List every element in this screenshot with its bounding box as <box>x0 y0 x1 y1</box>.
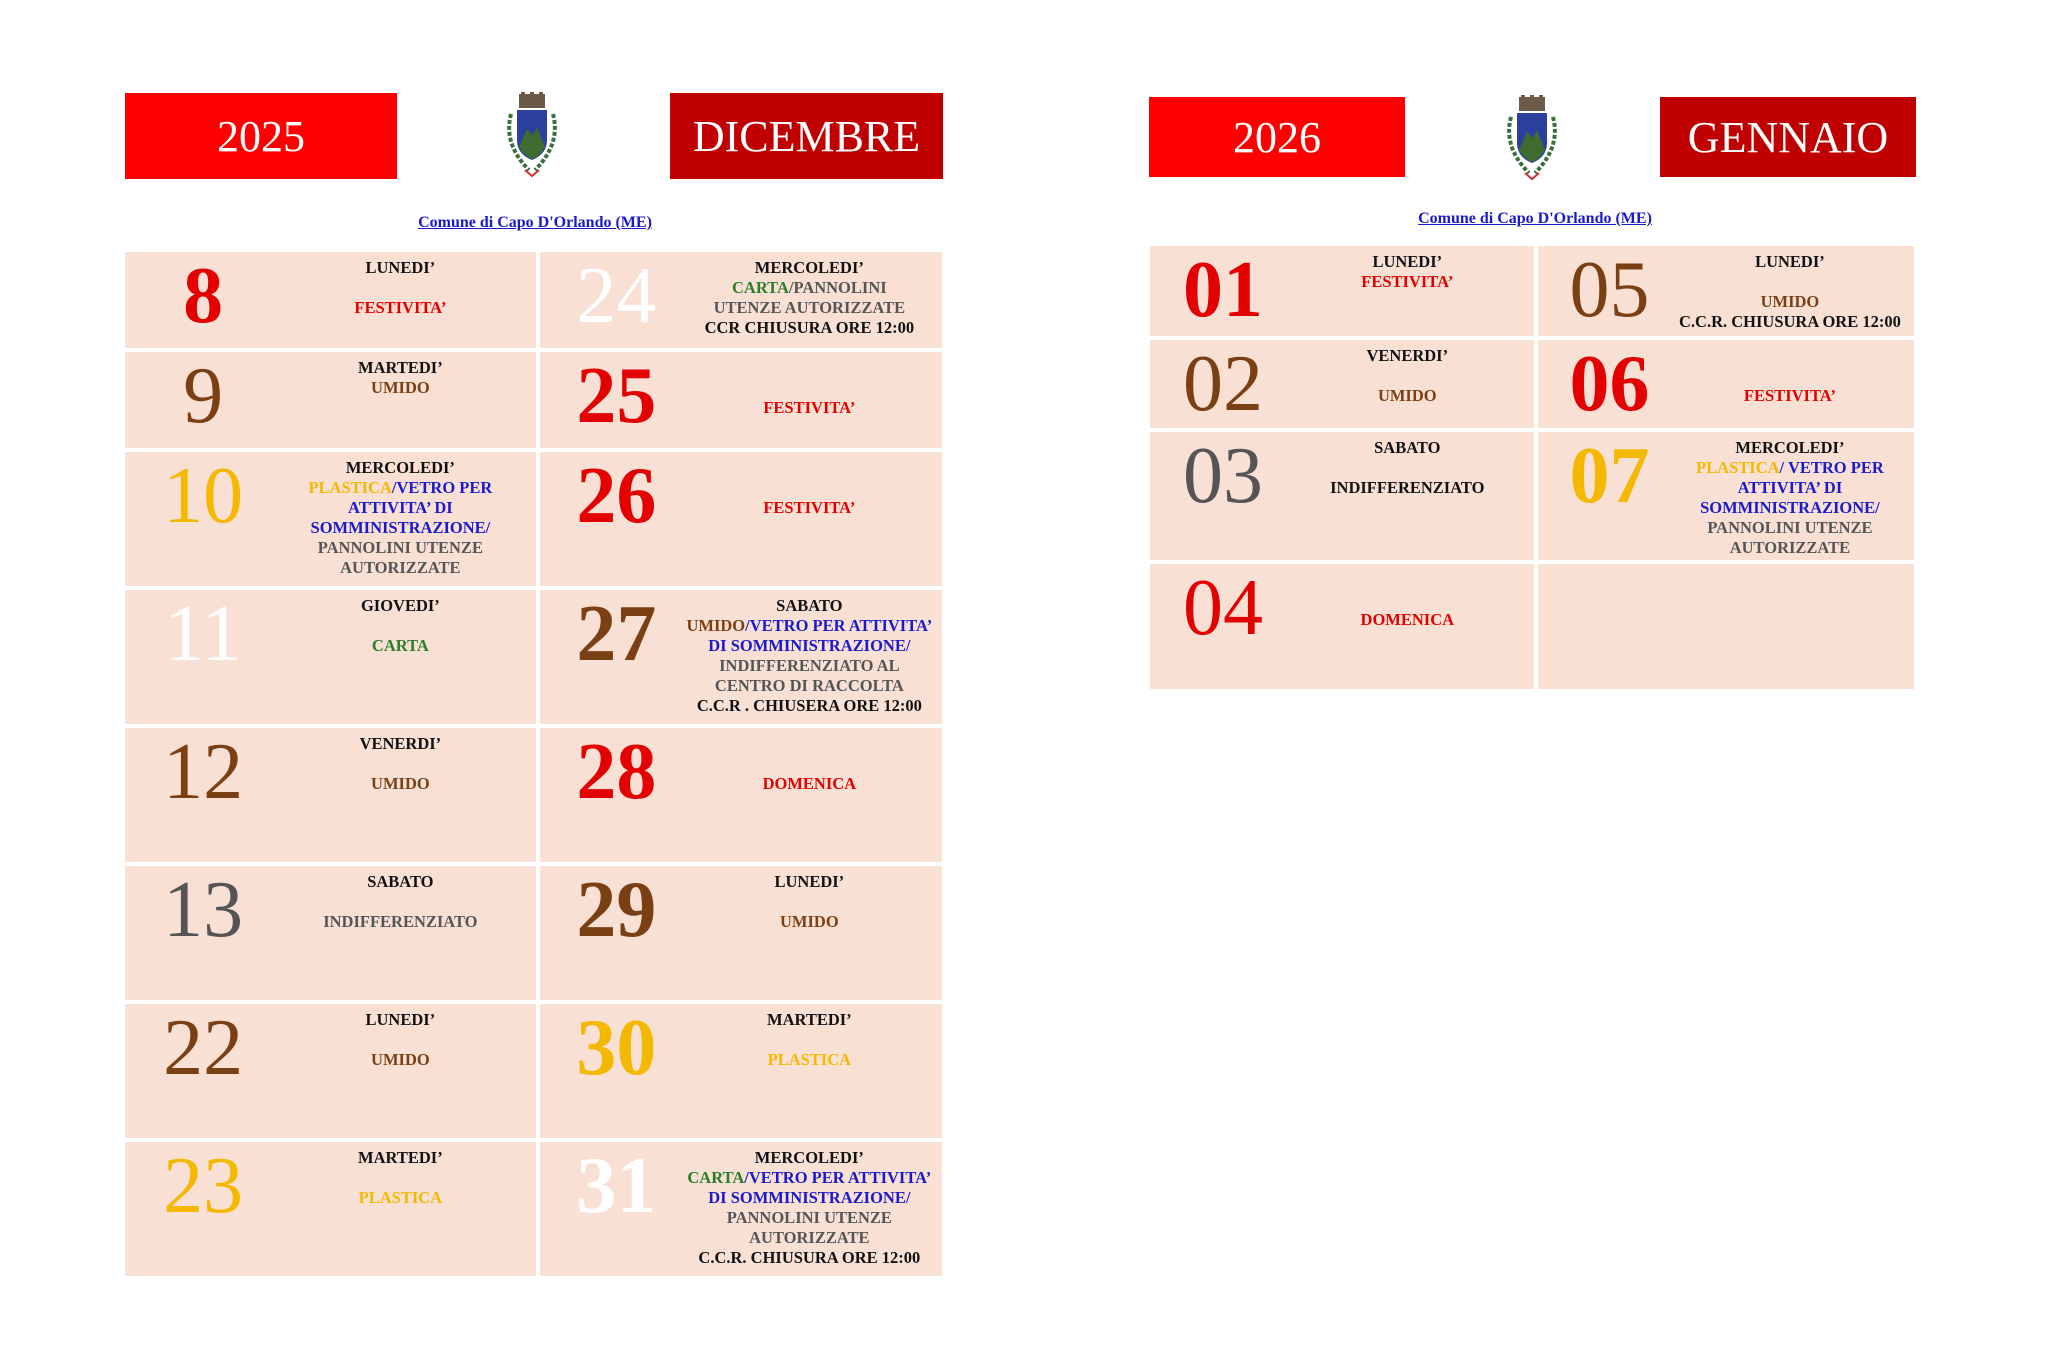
collection-line <box>273 518 528 538</box>
day-number: 25 <box>576 352 657 440</box>
collection-line <box>685 774 934 794</box>
collection-line <box>685 1228 934 1248</box>
collection-line <box>685 1168 934 1188</box>
waste-type-label: AUTORIZZATE <box>749 1228 870 1247</box>
weekday-label: VENERDI’ <box>1366 346 1449 365</box>
comune-link[interactable]: Comune di Capo D'Orlando (ME) <box>418 214 652 231</box>
year-label: 2026 <box>1149 97 1405 177</box>
day-cell <box>125 252 536 348</box>
day-number: 28 <box>576 728 657 816</box>
day-details <box>273 258 528 318</box>
waste-type-label: PLASTICA <box>358 1188 443 1207</box>
day-cell <box>540 728 942 862</box>
day-cell <box>540 1142 942 1276</box>
day-details <box>1673 438 1906 558</box>
day-cell <box>1150 432 1534 560</box>
waste-type-label: SOMMINISTRAZIONE/ <box>310 518 491 537</box>
collection-line <box>273 498 528 518</box>
collection-line <box>273 912 528 932</box>
waste-type-label: CARTA <box>371 636 429 655</box>
day-cell <box>125 1004 536 1138</box>
weekday-label: MARTEDI’ <box>358 358 443 377</box>
day-number: 13 <box>163 866 244 954</box>
year-label: 2025 <box>125 93 397 179</box>
waste-type-label: FESTIVITA’ <box>1361 272 1454 291</box>
waste-type-label: PLASTICA <box>308 478 392 497</box>
day-details <box>1288 346 1526 406</box>
waste-type-label: PANNOLINI UTENZE <box>726 1208 892 1227</box>
waste-type-label: DI SOMMINISTRAZIONE/ <box>708 636 911 655</box>
waste-type-label: CARTA <box>687 1168 745 1187</box>
comune-link[interactable]: Comune di Capo D'Orlando (ME) <box>1418 210 1652 227</box>
day-details <box>1288 570 1526 630</box>
weekday-label: VENERDI’ <box>359 734 442 753</box>
weekday-label: MERCOLEDI’ <box>754 258 864 277</box>
day-cell <box>1538 564 1914 689</box>
waste-type-label: DI SOMMINISTRAZIONE/ <box>708 1188 911 1207</box>
waste-type-label: UMIDO <box>686 616 746 635</box>
day-number: 22 <box>163 1004 244 1092</box>
waste-type-label: UMIDO <box>1760 292 1820 311</box>
waste-type-label: CARTA <box>732 278 789 297</box>
month-label: DICEMBRE <box>670 93 943 179</box>
weekday-label: SABATO <box>1374 438 1441 457</box>
weekday-label: MERCOLEDI’ <box>345 458 455 477</box>
weekday-label: LUNEDI’ <box>1755 252 1825 271</box>
waste-type-label: INDIFFERENZIATO <box>323 912 478 931</box>
collection-line <box>1673 538 1906 558</box>
collection-line <box>1288 610 1526 630</box>
weekday-label <box>1673 570 1906 590</box>
waste-type-label: INDIFFERENZIATO <box>1330 478 1485 497</box>
collection-line <box>685 298 934 318</box>
municipal-crest-icon <box>1497 95 1567 185</box>
weekday-label <box>685 734 934 754</box>
weekday-label: MERCOLEDI’ <box>1735 438 1845 457</box>
day-cell <box>125 352 536 448</box>
waste-type-label: PANNOLINI UTENZE <box>1707 518 1873 537</box>
waste-type-label: DOMENICA <box>1360 610 1455 629</box>
collection-line <box>1673 478 1906 498</box>
collection-line <box>273 538 528 558</box>
day-details <box>273 872 528 932</box>
collection-line <box>1673 386 1906 406</box>
day-details <box>1288 252 1526 292</box>
waste-type-label: PLASTICA <box>767 1050 852 1069</box>
collection-line <box>685 398 934 418</box>
day-cell <box>1150 564 1534 689</box>
weekday-label: LUNEDI’ <box>365 1010 436 1029</box>
weekday-label: LUNEDI’ <box>365 258 436 277</box>
day-cell <box>540 1004 942 1138</box>
waste-type-label: UMIDO <box>1377 386 1437 405</box>
waste-type-label: C.C.R. CHIUSURA ORE 12:00 <box>1678 312 1901 331</box>
waste-type-label: FESTIVITA’ <box>763 398 856 417</box>
day-number: 12 <box>163 728 244 816</box>
waste-type-label: DOMENICA <box>762 774 857 793</box>
day-details <box>273 458 528 578</box>
day-details <box>273 1010 528 1070</box>
collection-line <box>685 1050 934 1070</box>
month-label: GENNAIO <box>1660 97 1916 177</box>
waste-type-label: UMIDO <box>371 1050 430 1069</box>
weekday-label <box>1288 570 1526 590</box>
day-number: 29 <box>576 866 657 954</box>
collection-line <box>685 656 934 676</box>
waste-type-label: ATTIVITA’ DI <box>1737 478 1843 497</box>
collection-line <box>1673 292 1906 312</box>
day-number: 31 <box>576 1142 657 1230</box>
day-details <box>273 1148 528 1208</box>
day-cell <box>1150 340 1534 428</box>
day-details <box>685 258 934 338</box>
day-details <box>685 358 934 418</box>
day-cell <box>1538 340 1914 428</box>
day-details <box>273 734 528 794</box>
day-cell <box>540 452 942 586</box>
day-number: 8 <box>183 252 224 340</box>
waste-type-label: FESTIVITA’ <box>763 498 856 517</box>
collection-line <box>273 478 528 498</box>
collection-line <box>1673 518 1906 538</box>
waste-type-label: /PANNOLINI <box>788 278 887 297</box>
collection-line <box>273 298 528 318</box>
day-number: 01 <box>1182 246 1263 334</box>
weekday-label: MARTEDI’ <box>767 1010 852 1029</box>
day-number: 10 <box>163 452 244 540</box>
waste-type-label: FESTIVITA’ <box>1743 386 1836 405</box>
collection-line <box>685 1208 934 1228</box>
day-number: 9 <box>183 352 224 440</box>
waste-type-label: CENTRO DI RACCOLTA <box>714 676 904 695</box>
day-number: 03 <box>1182 432 1263 520</box>
day-number: 24 <box>576 252 657 340</box>
collection-line <box>273 774 528 794</box>
day-details <box>685 1010 934 1070</box>
collection-line <box>685 676 934 696</box>
calendar-grid <box>1150 246 1914 689</box>
waste-type-label: UMIDO <box>780 912 839 931</box>
day-number: 26 <box>576 452 657 540</box>
day-details <box>1673 570 1906 610</box>
municipal-crest-icon <box>497 92 567 182</box>
day-number: 23 <box>163 1142 244 1230</box>
collection-line <box>1673 498 1906 518</box>
day-cell <box>540 252 942 348</box>
day-details <box>1673 252 1906 332</box>
waste-type-label: INDIFFERENZIATO AL <box>719 656 900 675</box>
waste-type-label: / VETRO PER <box>1779 458 1884 477</box>
collection-line <box>685 498 934 518</box>
day-cell <box>125 866 536 1000</box>
day-number: 07 <box>1569 432 1650 520</box>
waste-type-label: ATTIVITA’ DI <box>348 498 453 517</box>
weekday-label <box>685 358 934 378</box>
day-number: 27 <box>576 590 657 678</box>
weekday-label: LUNEDI’ <box>1372 252 1443 271</box>
waste-type-label: SOMMINISTRAZIONE/ <box>1700 498 1880 517</box>
day-number: 11 <box>164 590 242 678</box>
collection-line <box>273 378 528 398</box>
waste-type-label: C.C.R . CHIUSERA ORE 12:00 <box>696 696 922 715</box>
collection-line <box>685 318 934 338</box>
collection-line <box>685 636 934 656</box>
collection-line <box>273 558 528 578</box>
weekday-label: SABATO <box>367 872 434 891</box>
waste-type-label: AUTORIZZATE <box>340 558 461 577</box>
collection-line <box>273 1050 528 1070</box>
collection-line <box>685 912 934 932</box>
weekday-label: MARTEDI’ <box>358 1148 443 1167</box>
day-cell <box>125 1142 536 1276</box>
collection-line <box>685 696 934 716</box>
collection-line <box>1288 386 1526 406</box>
day-number: 04 <box>1182 564 1263 652</box>
day-cell <box>1538 246 1914 336</box>
collection-line <box>1673 458 1906 478</box>
waste-type-label: CCR CHIUSURA ORE 12:00 <box>704 318 915 337</box>
day-details <box>685 596 934 716</box>
waste-type-label: /VETRO PER ATTIVITA’ <box>745 616 933 635</box>
day-number: 02 <box>1182 340 1263 428</box>
waste-type-label: UMIDO <box>371 774 430 793</box>
collection-line <box>1288 478 1526 498</box>
weekday-label: SABATO <box>776 596 843 615</box>
day-details <box>685 1148 934 1268</box>
day-cell <box>125 590 536 724</box>
calendar-grid <box>125 252 942 1282</box>
waste-type-label: FESTIVITA’ <box>354 298 447 317</box>
day-number: 30 <box>576 1004 657 1092</box>
day-cell <box>540 590 942 724</box>
weekday-label <box>685 458 934 478</box>
day-cell <box>125 728 536 862</box>
waste-type-label: PLASTICA <box>1696 458 1780 477</box>
day-cell <box>1538 432 1914 560</box>
waste-type-label: /VETRO PER <box>391 478 493 497</box>
collection-line <box>685 278 934 298</box>
day-details <box>1673 346 1906 406</box>
day-cell <box>1150 246 1534 336</box>
day-number: 06 <box>1569 340 1650 428</box>
waste-type-label: PANNOLINI UTENZE <box>317 538 483 557</box>
collection-line <box>273 1188 528 1208</box>
collection-line <box>685 1248 934 1268</box>
weekday-label: MERCOLEDI’ <box>754 1148 864 1167</box>
day-details <box>685 458 934 518</box>
collection-line <box>1673 312 1906 332</box>
waste-type-label: UMIDO <box>371 378 430 397</box>
waste-type-label: AUTORIZZATE <box>1729 538 1851 557</box>
day-cell <box>540 352 942 448</box>
collection-line <box>273 636 528 656</box>
waste-type-label: C.C.R. CHIUSURA ORE 12:00 <box>698 1248 921 1267</box>
collection-line <box>1288 272 1526 292</box>
weekday-label <box>1673 346 1906 366</box>
day-cell <box>125 452 536 586</box>
day-details <box>685 734 934 794</box>
waste-type-label: UTENZE AUTORIZZATE <box>713 298 906 317</box>
day-details <box>685 872 934 932</box>
weekday-label: GIOVEDI’ <box>360 596 440 615</box>
weekday-label: LUNEDI’ <box>774 872 845 891</box>
day-number: 05 <box>1569 246 1650 334</box>
day-cell <box>540 866 942 1000</box>
day-details <box>1288 438 1526 498</box>
day-details <box>273 358 528 398</box>
day-details <box>273 596 528 656</box>
waste-type-label: /VETRO PER ATTIVITA’ <box>744 1168 932 1187</box>
collection-line <box>685 616 934 636</box>
collection-line <box>685 1188 934 1208</box>
